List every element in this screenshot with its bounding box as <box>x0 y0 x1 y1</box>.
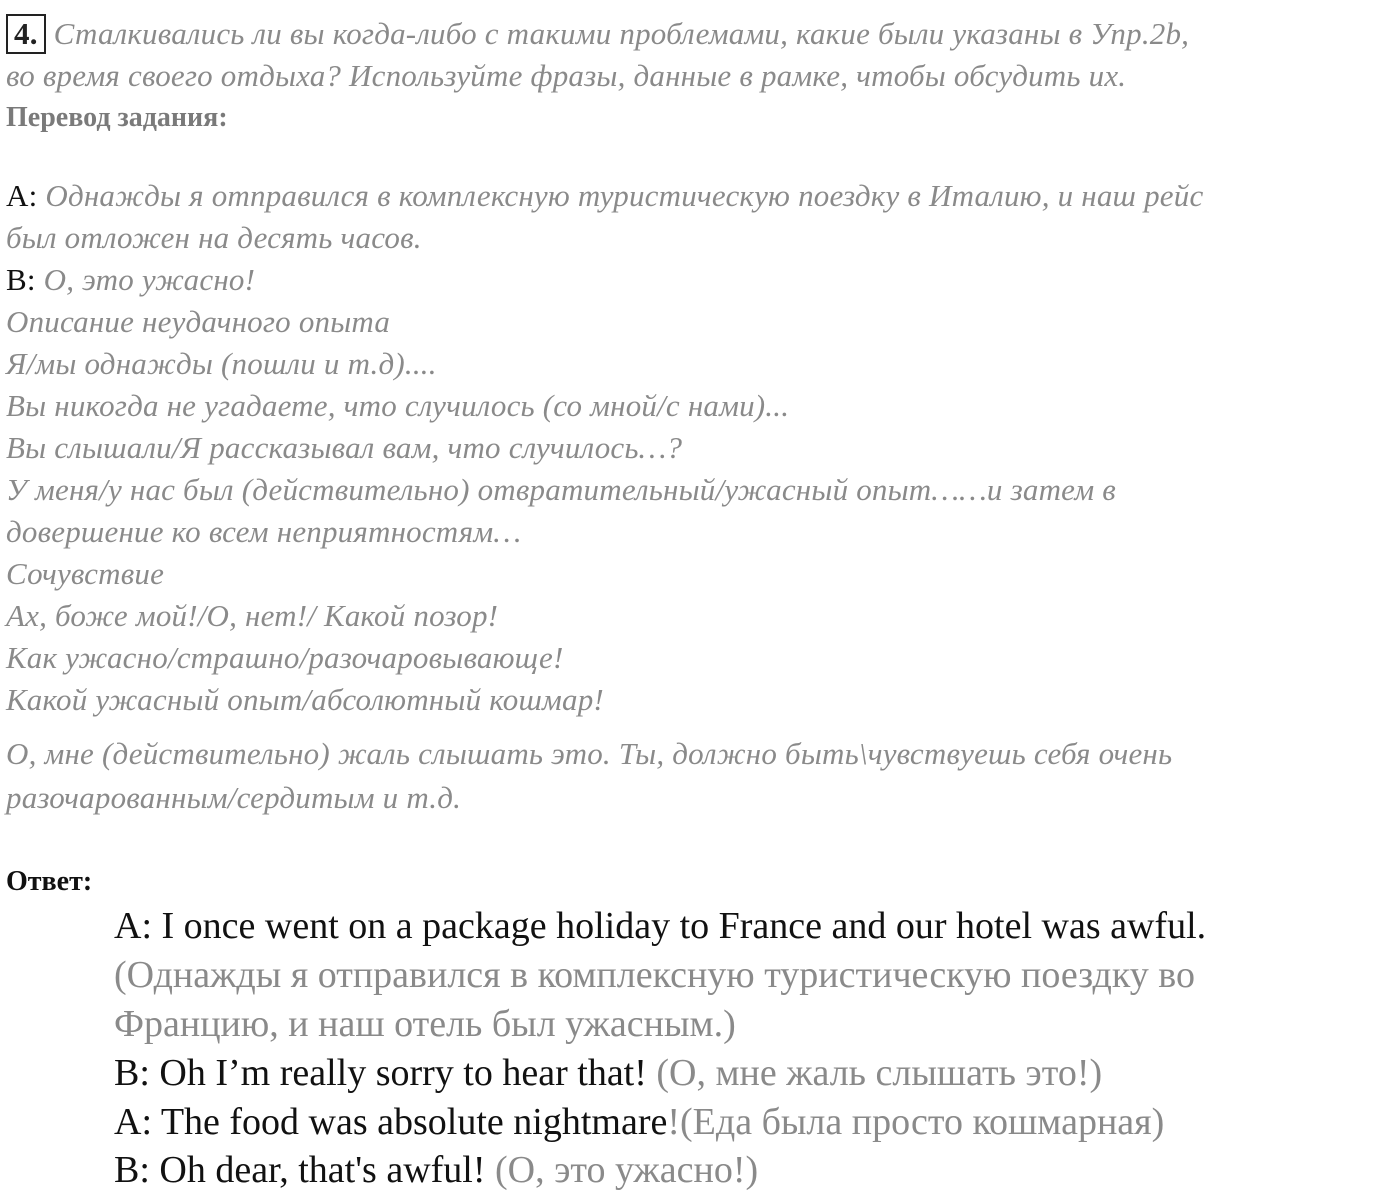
answer-line-4-english: B: Oh I’m really sorry to hear that! <box>114 1052 657 1094</box>
answer-line-4 <box>114 1051 1102 1095</box>
phrase-line: Вы слышали/Я рассказывал вам, что случилось…? <box>6 430 683 465</box>
phrase-line: Вы никогда не угадаете, что случилось (со мной/с нами)... <box>6 388 790 423</box>
phrase-line: О, мне (действительно) жаль слышать это. Ты, должно быть\чувствуешь себя очень <box>6 736 1173 771</box>
dialogue-b-line: B: О, это ужасно! <box>6 262 256 297</box>
speaker-a-label: A <box>6 178 29 213</box>
phrase-line: разочарованным/сердитым и т.д. <box>6 780 462 815</box>
answer-line-6-russian: (О, это ужасно!) <box>495 1149 759 1191</box>
answer-line-1: A: I once went on a package holiday to France and our hotel was awful. <box>114 905 1207 947</box>
phrase-line: Я/мы однажды (пошли и т.д).... <box>6 346 437 381</box>
answer-line-5 <box>114 1100 1164 1144</box>
answer-heading: Ответ: <box>6 866 93 897</box>
task-number-box: 4. <box>6 14 46 54</box>
dialogue-b-text: О, это ужасно! <box>43 262 256 297</box>
speaker-b-label: B <box>6 262 27 297</box>
task-line-1 <box>6 14 1189 54</box>
translation-heading: Перевод задания: <box>6 102 228 133</box>
answer-line-4-russian: (О, мне жаль слышать это!) <box>656 1052 1103 1094</box>
dialogue-a-text: Однажды я отправился в комплексную туристическую поездку в Италию, и наш рейс <box>45 178 1204 213</box>
phrase-line: довершение ко всем неприятностям… <box>6 514 522 549</box>
task-text-1: Сталкивались ли вы когда-либо с такими проблемами, какие были указаны в Упр.2b, <box>53 16 1190 51</box>
phrase-line: Описание неудачного опыта <box>6 304 391 339</box>
phrase-line: Какой ужасный опыт/абсолютный кошмар! <box>6 682 604 717</box>
phrase-line: Ах, боже мой!/О, нет!/ Какой позор! <box>6 598 499 633</box>
answer-line-5-english: A: The food was absolute nightmare <box>114 1101 668 1143</box>
dialogue-a-line-1: A: Однажды я отправился в комплексную туристическую поездку в Италию, и наш рейс <box>6 178 1204 213</box>
answer-line-6 <box>114 1148 758 1192</box>
answer-line-5-russian: !(Еда была просто кошмарная) <box>667 1101 1165 1143</box>
phrase-line: Как ужасно/страшно/разочаровывающе! <box>6 640 564 675</box>
answer-line-3: Францию, и наш отель был ужасным.) <box>114 1003 736 1045</box>
phrase-line: Сочувствие <box>6 556 165 591</box>
answer-line-6-english: B: Oh dear, that's awful! <box>114 1149 496 1191</box>
phrase-line: У меня/у нас был (действительно) отвратительный/ужасный опыт……и затем в <box>6 472 1116 507</box>
dialogue-a-line-2: был отложен на десять часов. <box>6 220 422 255</box>
task-line-2: во время своего отдыха? Используйте фразы, данные в рамке, чтобы обсудить их. <box>6 58 1127 93</box>
answer-line-2: (Однажды я отправился в комплексную туристическую поездку во <box>114 954 1195 996</box>
